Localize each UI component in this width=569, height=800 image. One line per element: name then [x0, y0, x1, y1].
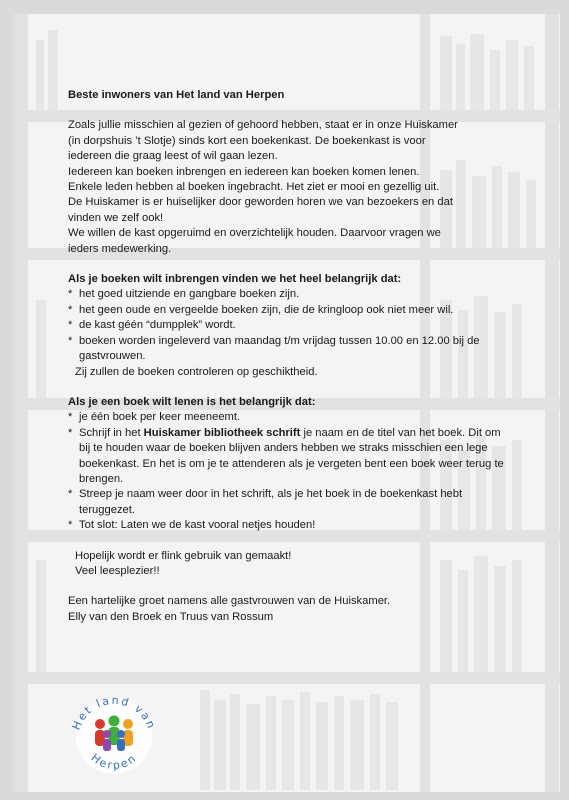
closing-line: Veel leesplezier!!	[75, 564, 160, 577]
logo-text-bottom: Herpen	[88, 751, 140, 773]
logo-text-top: Het land van	[69, 693, 159, 732]
intro-line: We willen de kast opgeruimd en overzichtelijk houden. Daarvoor vragen we	[68, 227, 441, 240]
letter-title: Beste inwoners van Het land van Herpen	[68, 89, 285, 101]
list-item: * het geen oude en vergeelde boeken zijn, die de kringloop ook niet meer wil.	[68, 303, 454, 316]
intro-line: ieders medewerking.	[68, 242, 172, 255]
schrift-name: Huiskamer bibliotheek schrift	[143, 426, 301, 439]
intro-line: vinden we zelf ook!	[68, 211, 164, 224]
het-land-van-herpen-logo	[64, 690, 164, 776]
intro-line: (in dorpshuis ’t Slotje) sinds kort een boekenkast. De boekenkast is voor	[68, 134, 426, 147]
intro-line: Enkele leden hebben al boeken ingebracht. Het ziet er mooi en gezellig uit.	[68, 181, 440, 194]
list-item: * Tot slot: Laten we de kast vooral netjes houden!	[68, 519, 316, 532]
list-item: * het goed uitziende en gangbare boeken zijn.	[68, 288, 300, 301]
letter	[68, 88, 508, 625]
section-heading-inbrengen: Als je boeken wilt inbrengen vinden we het heel belangrijk dat:	[68, 273, 402, 286]
list-item: * de kast géén “dumpplek” wordt.	[68, 319, 236, 332]
intro-line: iedereen die graag leest of wil gaan lezen.	[68, 150, 278, 163]
section-note: Zij zullen de boeken controleren op geschiktheid.	[75, 365, 318, 378]
signature: Elly van den Broek en Truus van Rossum	[68, 610, 274, 623]
list-item: * Schrijf in het Huiskamer bibliotheek schrift je naam en de titel van het boek. Dit om bij te houden waar de boeken blijven anders hebben we straks misschien een lege boekenkast. En het is om je te attenderen als je vergeten bent een boek weer terug te brengen.	[68, 426, 504, 485]
intro-line: Iedereen kan boeken inbrengen en iedereen kan boeken komen lenen.	[68, 165, 420, 178]
section-heading-lenen: Als je een boek wilt lenen is het belangrijk dat:	[68, 395, 316, 408]
intro-line: Zoals jullie misschien al gezien of gehoord hebben, staat er in onze Huiskamer	[68, 119, 458, 132]
intro-line: De Huiskamer is er huiselijker door geworden horen we van bezoekers en dat	[68, 196, 453, 209]
closing-line: Hopelijk wordt er flink gebruik van gemaakt!	[75, 549, 292, 562]
greeting: Een hartelijke groet namens alle gastvrouwen van de Huiskamer.	[68, 595, 391, 608]
list-item: * Streep je naam weer door in het schrift, als je het boek in de boekenkast hebt teruggezet.	[68, 488, 463, 516]
list-item: * boeken worden ingeleverd van maandag t/m vrijdag tussen 10.00 en 12.00 bij de gastvrouwen.	[68, 334, 480, 363]
list-item: * je één boek per keer meeneemt.	[68, 411, 241, 424]
